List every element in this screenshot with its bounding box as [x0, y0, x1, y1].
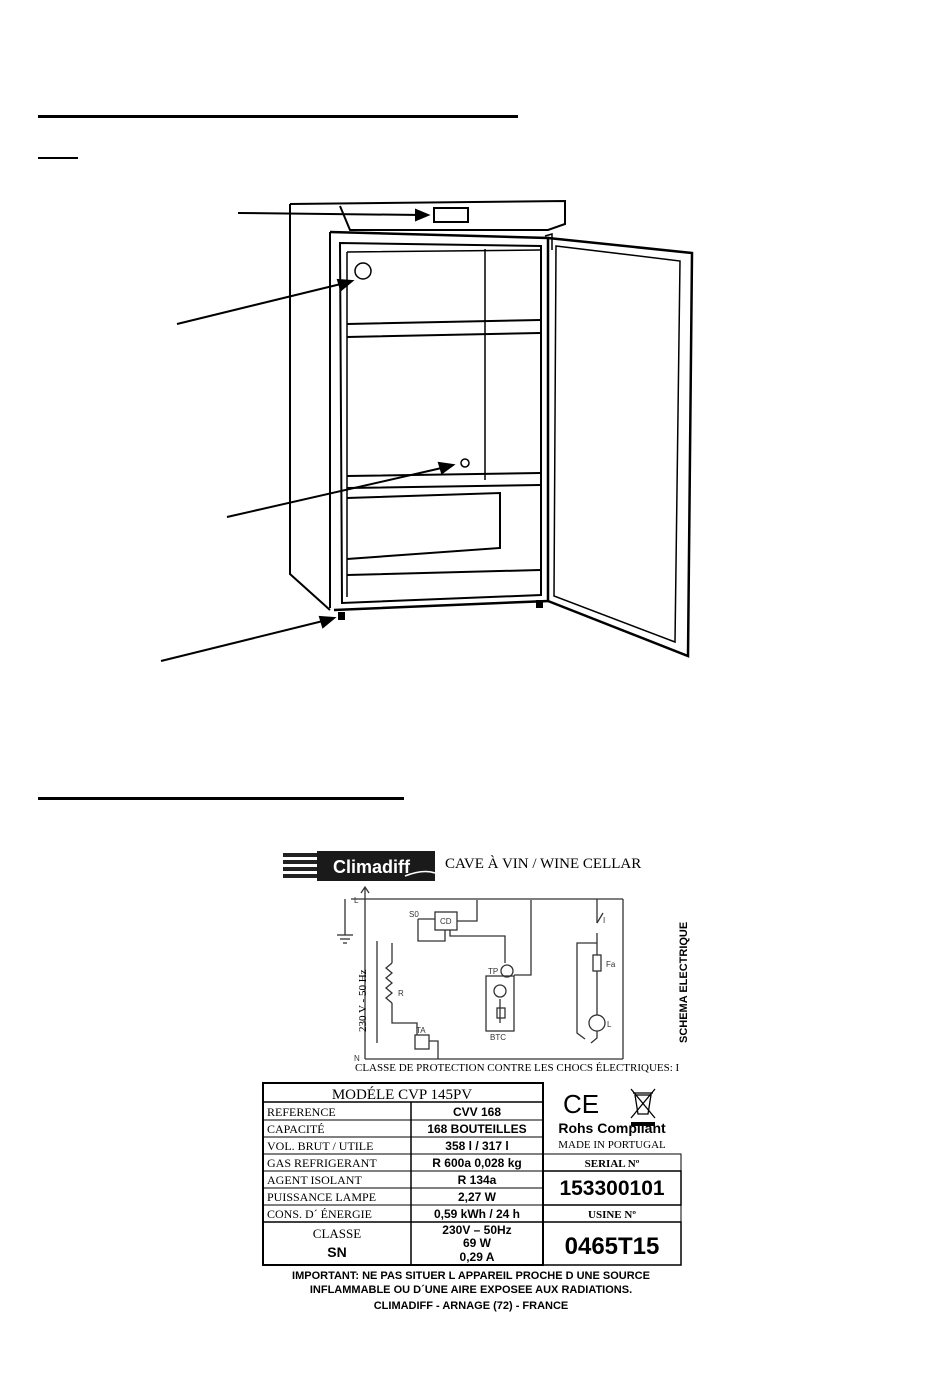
svg-text:69 W: 69 W — [462, 1236, 492, 1250]
svg-text:R: R — [398, 989, 404, 998]
svg-text:Fa: Fa — [606, 960, 616, 969]
serial-label: SERIAL Nº — [584, 1158, 640, 1170]
spec-value: 358 l / 317 l — [445, 1139, 509, 1153]
display-panel — [434, 208, 468, 222]
fan-circle — [355, 263, 371, 279]
door-outer — [548, 238, 692, 656]
svg-text:BTC: BTC — [490, 1033, 506, 1042]
product-title: CAVE À VIN / WINE CELLAR — [445, 856, 642, 872]
classe-label: CLASSE — [312, 1226, 362, 1241]
svg-text:L: L — [607, 1020, 612, 1029]
spec-value: R 134a — [457, 1173, 497, 1187]
usine-label: USINE Nº — [588, 1209, 636, 1221]
spec-label: CONS. D´ ÉNERGIE — [267, 1207, 372, 1221]
brand-name: Climadiff — [333, 857, 411, 877]
svg-text:IMPORTANT: NE PAS SITUER L APP: IMPORTANT: NE PAS SITUER L APPAREIL PROCHE D UNE SOURCE — [292, 1270, 650, 1282]
callout-arrows — [161, 210, 453, 661]
schema-title: SCHEMA ELECTRIQUE — [678, 921, 690, 1043]
interior-back — [347, 249, 540, 597]
svg-text:0,29 A: 0,29 A — [459, 1250, 495, 1264]
svg-text:CLIMADIFF - ARNAGE (72) - FRAN: CLIMADIFF - ARNAGE (72) - FRANCE — [373, 1300, 569, 1312]
sensor-circle — [461, 459, 469, 467]
spec-value: 2,27 W — [457, 1190, 497, 1204]
foot-front-left — [338, 612, 345, 620]
rating-label — [255, 843, 710, 1328]
spec-value: 0,59 kWh / 24 h — [433, 1207, 521, 1221]
svg-text:L: L — [354, 896, 359, 905]
voltage-side-label: 230 V - 50 Hz — [357, 969, 369, 1032]
shelf-middle — [347, 473, 540, 488]
svg-text:CD: CD — [440, 917, 452, 926]
svg-text:TP: TP — [488, 967, 499, 976]
svg-text:S0: S0 — [409, 910, 419, 919]
section-rule-bottom — [38, 797, 404, 800]
model-name: MODÉLE CVP 145PV — [331, 1087, 473, 1103]
svg-text:INFLAMMABLE OU D´UNE AIRE EXPO: INFLAMMABLE OU D´UNE AIRE EXPOSEE AUX RADIATIONS. — [309, 1284, 633, 1296]
svg-text:I: I — [603, 916, 606, 925]
spec-label: REFERENCE — [267, 1105, 336, 1119]
svg-text:N: N — [354, 1054, 360, 1063]
usine-value: 0465T15 — [564, 1233, 660, 1260]
foot-front-right — [536, 600, 543, 608]
spec-label: CAPACITÉ — [267, 1122, 325, 1136]
spec-label: VOL. BRUT / UTILE — [267, 1139, 374, 1153]
ce-mark: CE — [563, 1089, 600, 1119]
serial-value: 153300101 — [559, 1177, 665, 1200]
made-in: MADE IN PORTUGAL — [558, 1139, 666, 1151]
shelf-upper — [347, 320, 540, 337]
spec-value: 168 BOUTEILLES — [427, 1122, 527, 1136]
spec-label: AGENT ISOLANT — [267, 1173, 362, 1187]
spec-value: CVV 168 — [452, 1105, 502, 1119]
rohs-compliant: Rohs Compliant — [558, 1120, 666, 1136]
svg-text:230V – 50Hz: 230V – 50Hz — [442, 1223, 512, 1237]
classe-value: SN — [327, 1244, 347, 1260]
door-inner — [554, 246, 680, 642]
spec-value: R 600a 0,028 kg — [432, 1156, 522, 1170]
svg-text:TA: TA — [416, 1026, 426, 1035]
drawer — [347, 493, 540, 575]
protection-class: CLASSE DE PROTECTION CONTRE LES CHOCS ÉLECTRIQUES: I — [355, 1062, 680, 1074]
cabinet-side — [290, 204, 330, 610]
cabinet-inner-frame — [340, 243, 541, 603]
spec-label: PUISSANCE LAMPE — [267, 1190, 377, 1204]
spec-label: GAS REFRIGERANT — [267, 1156, 377, 1170]
